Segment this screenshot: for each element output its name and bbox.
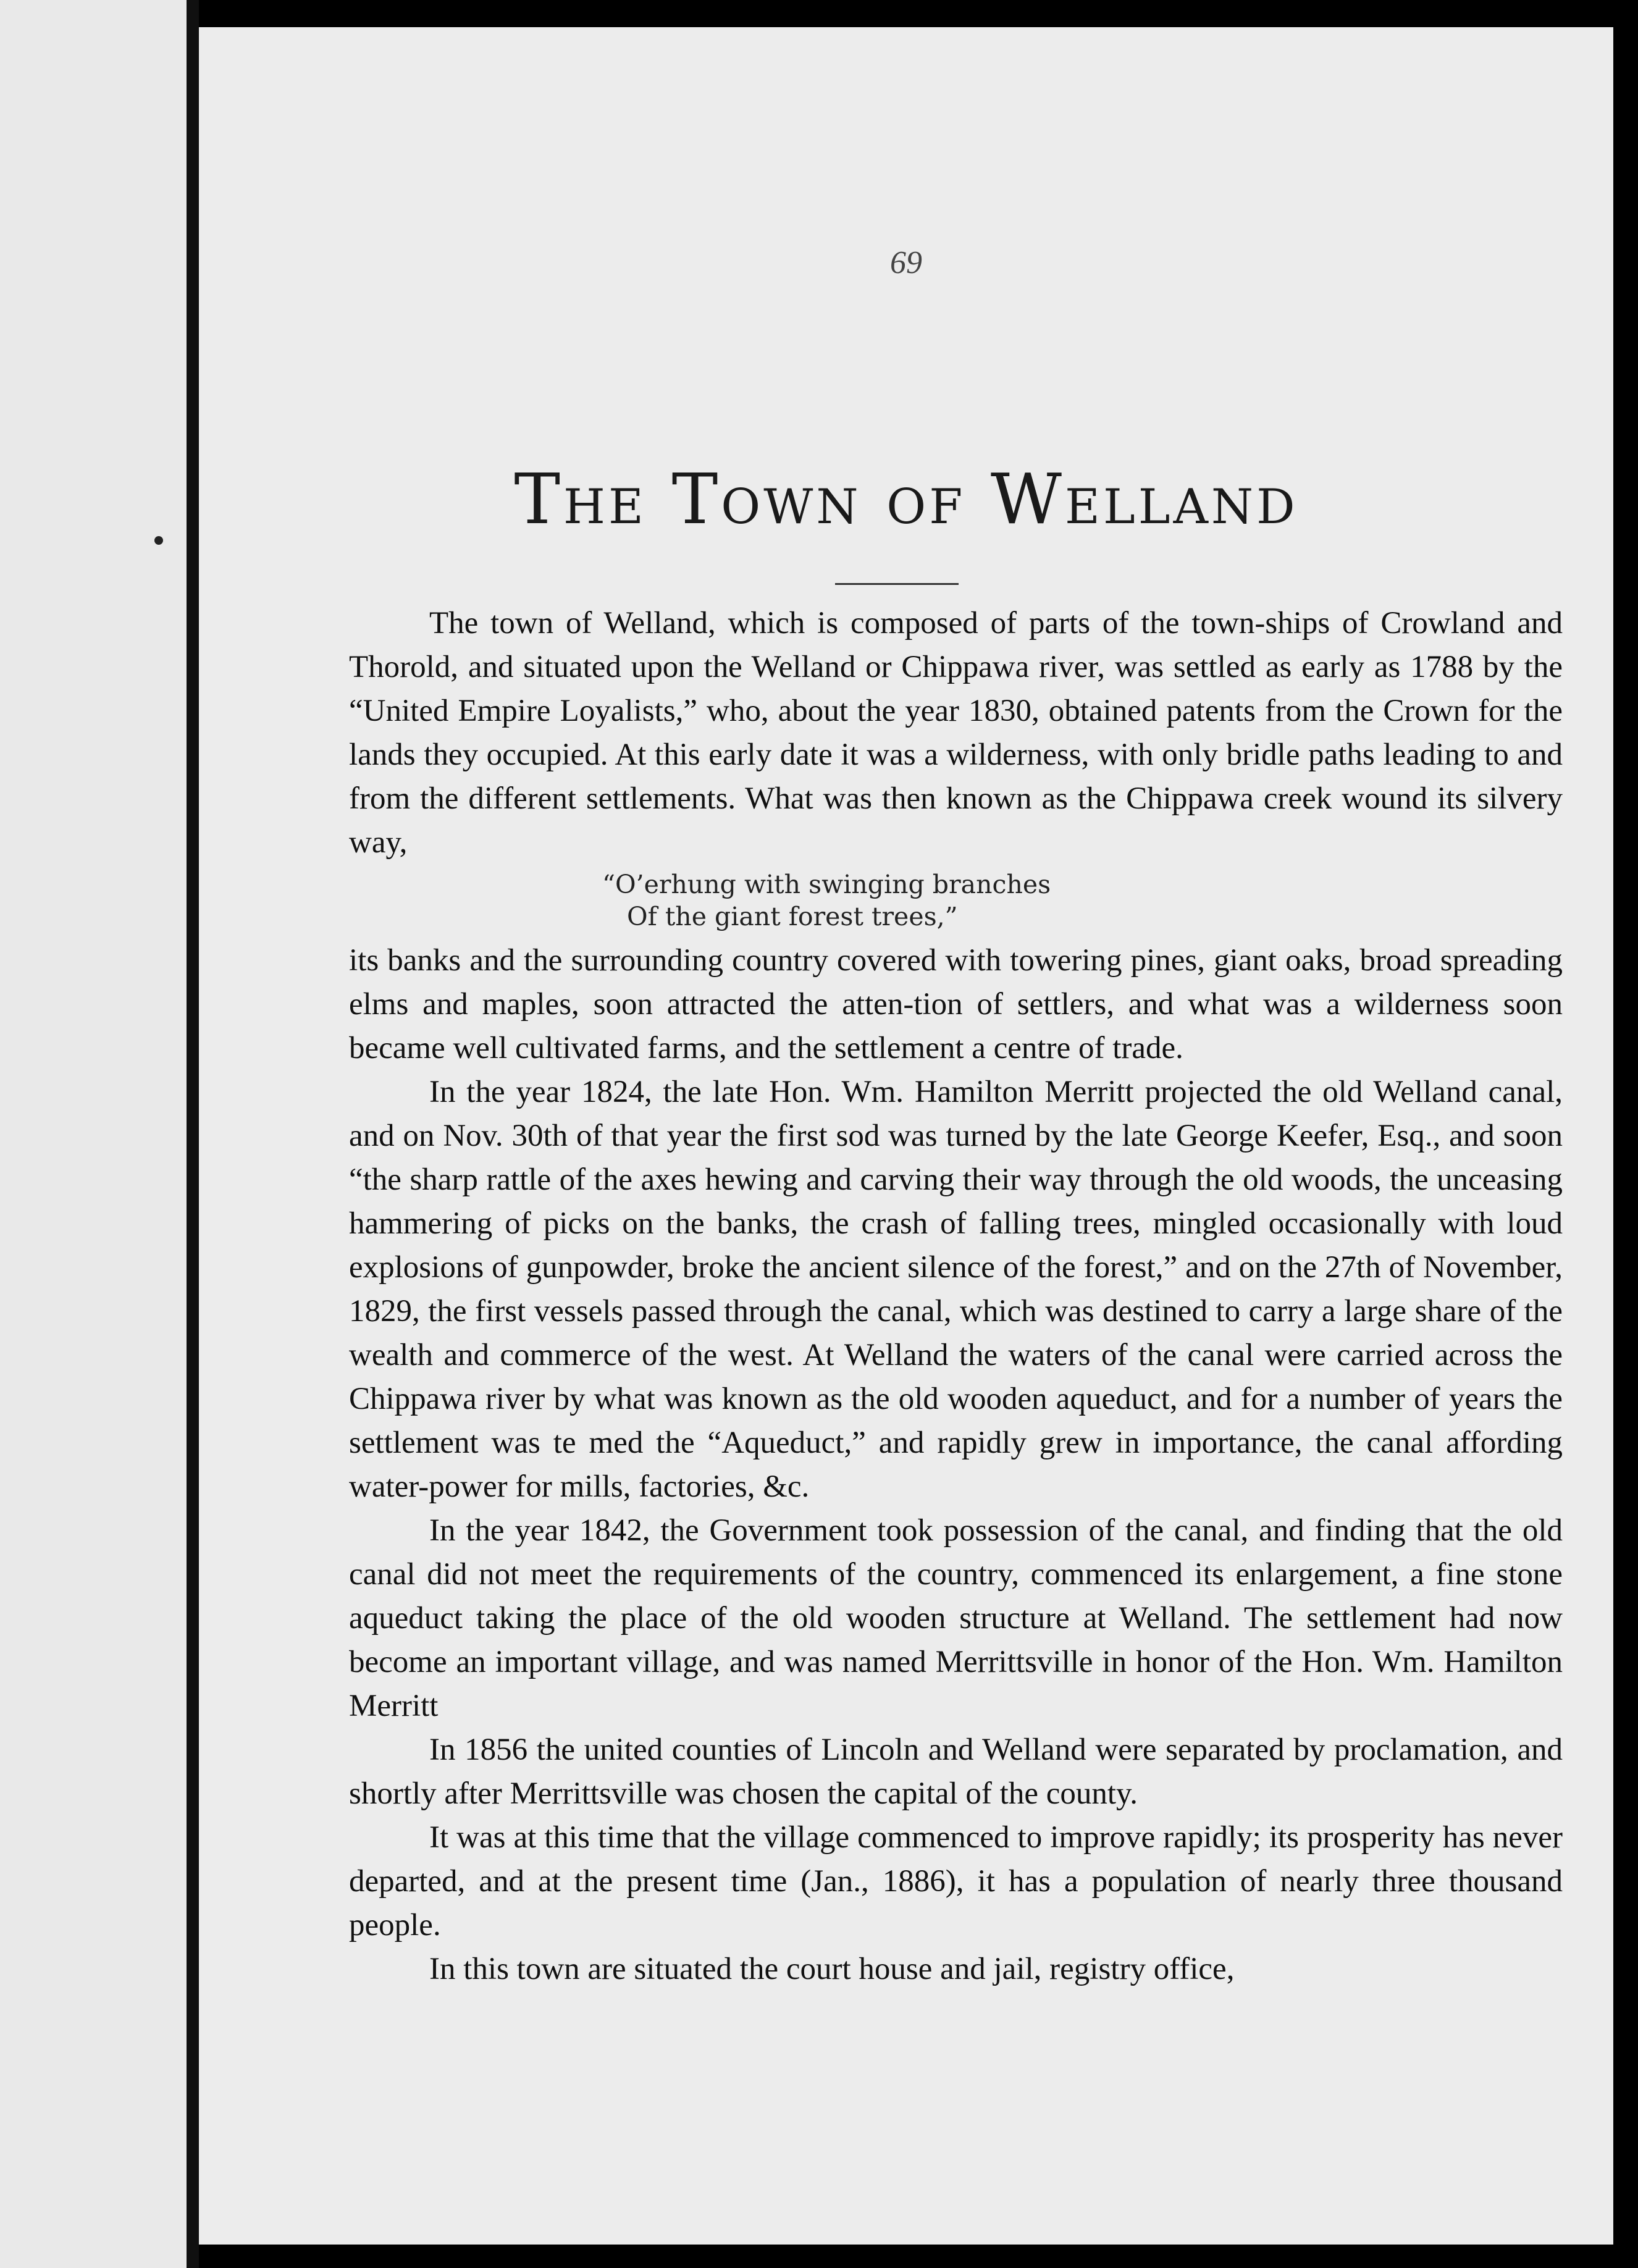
page-number: 69 (890, 245, 922, 280)
paragraph: In the year 1842, the Government took possession of the canal, and finding that the old canal did not meet the requirements of the country, commenced its enlargement, a fine stone aqueduct taking the place of the old wooden structure at Welland. The settlement had now become an important village, and was named Merrittsville in honor of the Hon. Wm. Hamilton Merritt (349, 1513, 1563, 1723)
paragraph: The town of Welland, which is composed of parts of the town-ships of Crowland and Thorold, and situated upon the Welland or Chippawa river, was settled as early as 1788 by the “United Empire Loyalists,” who, about the year 1830, obtained patents from the Crown for the lands they occupied. At this early date it was a wilderness, with only bridle paths leading to and from the different settlements. What was then known as the Chippawa creek wound its silvery way, (349, 606, 1563, 860)
verse-line: Of the giant forest trees,” (627, 902, 958, 931)
left-page-edge (0, 0, 187, 2268)
paragraph: In 1856 the united counties of Lincoln and Welland were separated by proclamation, and shortly after Merrittsville was chosen the capital of the county. (349, 1732, 1563, 1811)
verse-quote (602, 868, 1563, 933)
title-divider (835, 583, 959, 585)
verse-line: “O’erhung with swinging branches (602, 870, 1051, 899)
paragraph: its banks and the surrounding country covered with towering pines, giant oaks, broad spreading elms and maples, soon attracted the atten-tion of settlers, and what was a wilderness soon became well cultivated farms, and the settlement a centre of trade. (349, 943, 1563, 1065)
book-page (199, 27, 1613, 2245)
page-speck (154, 536, 163, 545)
article-body (349, 602, 1563, 1991)
book-gutter (187, 0, 199, 2268)
paragraph: It was at this time that the village commenced to improve rapidly; its prosperity has never departed, and at the present time (Jan., 1886), it has a population of nearly three thousand people. (349, 1820, 1563, 1942)
paragraph: In this town are situated the court house and jail, registry office, (429, 1952, 1235, 1986)
paragraph: In the year 1824, the late Hon. Wm. Hamilton Merritt projected the old Welland canal, and on Nov. 30th of that year the first sod was turned by the late George Keefer, Esq., and soon “the sharp rattle of the axes hewing and carving their way through the old woods, the unceasing hammering of picks on the banks, the crash of falling trees, mingled occasionally with loud explosions of gunpowder, broke the ancient silence of the forest,” and on the 27th of November, 1829, the first vessels passed through the canal, which was destined to carry a large share of the wealth and commerce of the west. At Welland the waters of the canal were carried across the Chippawa river by what was known as the old wooden aqueduct, and for a number of years the settlement was te med the “Aqueduct,” and rapidly grew in importance, the canal affording water-power for mills, factories, &c. (349, 1075, 1563, 1504)
page-title: The Town of Welland (514, 460, 1298, 540)
